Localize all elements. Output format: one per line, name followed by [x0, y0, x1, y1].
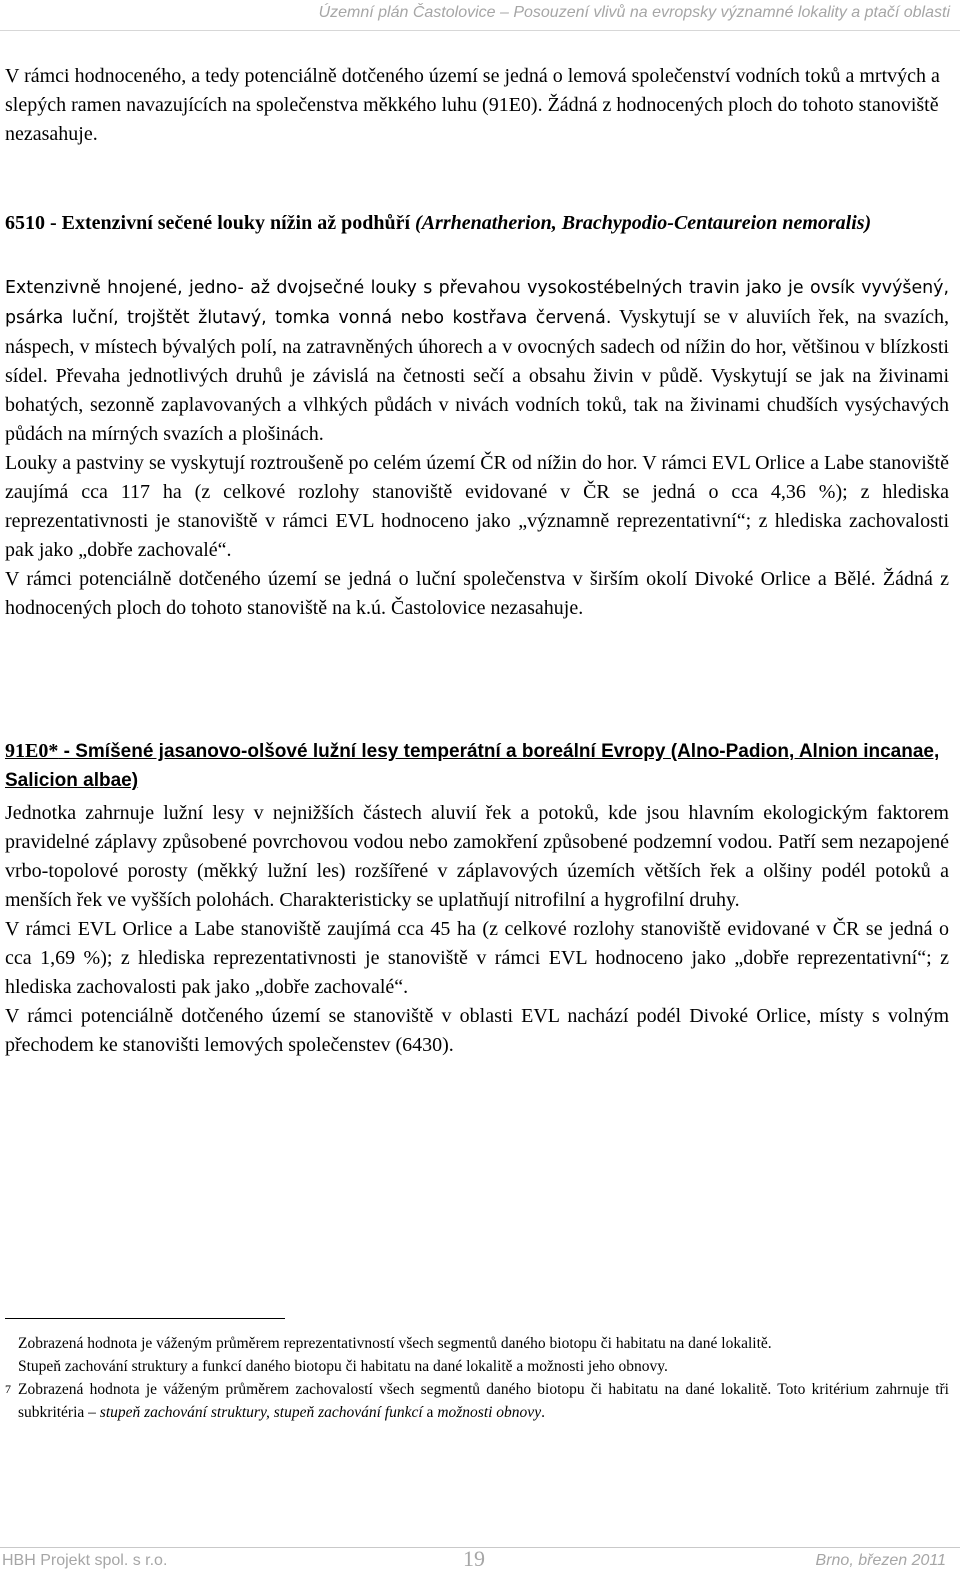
- footnote-7-italic-2: možnosti obnovy: [437, 1404, 542, 1421]
- section-6510-occurrence: Vyskytují se v aluviích řek, na svazích, náspech, v místech bývalých polí, na zatravněných úhorech a v ovocných sadech od nížin do hor, většinou v blízkosti sídel. Převaha jednotlivých druhů je závislá na četnosti sečí a obsahu živin v půdě. Vyskytují se jak na živinami bohatých, sezonně zaplavovaných a vlhkých půdách v nivách vodních toků, tak na živinami chudších vysýchavých půdách na mírných svazích a plošinách.: [5, 306, 949, 445]
- intro-text: V rámci hodnoceného, a tedy potenciálně dotčeného území se jedná o lemová společenství vodních toků a mrtvých a slepých ramen navazujících na společenstva měkkého luhu (91E0). Žádná z hodnocených ploch do tohoto stanoviště nezasahuje.: [5, 65, 940, 145]
- section-6510-paragraph-3: V rámci potenciálně dotčeného území se jedná o luční společenstva v širším okolí Divoké Orlice a Bělé. Žádná z hodnocených ploch do tohoto stanoviště na k.ú. Častolovice nezasahuje.: [5, 568, 949, 619]
- footnote-divider: [5, 1318, 285, 1319]
- footer-company: HBH Projekt spol. s r.o.: [2, 1552, 168, 1569]
- section-91e0-body: [5, 799, 949, 1060]
- header-divider: [0, 30, 960, 31]
- footnote-7-end: .: [541, 1404, 545, 1421]
- page-header: Územní plán Častolovice – Posouzení vlivů na evropsky významné lokality a ptačí oblasti: [318, 4, 950, 21]
- page-number: 19: [463, 1546, 485, 1571]
- section-6510-body: [5, 273, 949, 623]
- footnote-7-italic: stupeň zachování struktury, stupeň zachování funkcí: [99, 1404, 423, 1421]
- section-91e0-paragraph-1: Jednotka zahrnuje lužní lesy v nejnižších částech aluvií řek a potoků, kde jsou hlavním ekologickým faktorem pravidelné záplavy způsobené povrchovou vodou nebo zamokření způsobené podzemní vodou. Patří sem nezapojené vrbo-topolové porosty (měkký lužní les) rozšířené v záplavových územích větších řek a olšiny podél potoků a menších řek ve vyšších polohách. Charakteristicky se uplatňují nitrofilní a hygrofilní druhy.: [5, 802, 949, 911]
- section-6510-paragraph-2: Louky a pastviny se vyskytují roztroušeně po celém území ČR od nížin do hor. V rámci EVL Orlice a Labe stanoviště zaujímá cca 117 ha (z celkové rozlohy stanoviště evidované v ČR se jedná o cca 4,36 %); z hlediska reprezentativnosti je stanoviště v rámci EVL hodnoceno jako „významně reprezentativní“; z hlediska zachovalosti pak jako „dobře zachovalé“.: [5, 452, 949, 561]
- footnote-7-number: 7: [5, 1382, 11, 1396]
- footnote-7-and: a: [422, 1404, 438, 1421]
- footnote-7-text: Zobrazená hodnota je váženým průměrem zachovalostí všech segmentů daného biotopu či habitatu na dané lokalitě. Toto kritérium zahrnuje tři subkritéria –: [18, 1381, 949, 1421]
- footer-date: Brno, březen 2011: [815, 1552, 946, 1569]
- section-6510-paragraph-1: [5, 273, 949, 449]
- intro-paragraph: [5, 62, 949, 149]
- footnotes: [18, 1332, 949, 1424]
- section-6510-title-text: 6510 - Extenzivní sečené louky nížin až podhůří: [5, 212, 416, 234]
- section-6510-title: [5, 209, 949, 238]
- section-91e0-code: 91E0*: [5, 740, 59, 762]
- section-91e0-paragraph-3: V rámci potenciálně dotčeného území se stanoviště v oblasti EVL nachází podél Divoké Orlice, místy s volným přechodem ke stanovišti lemových společenstev (6430).: [5, 1005, 949, 1056]
- section-91e0-title-text: - Smíšené jasanovo-olšové lužní lesy temperátní a boreální Evropy (Alno-Padion, Alnion incanae, Salicion albae): [5, 741, 940, 791]
- footnote-7-line-1: Stupeň zachování struktury a funkcí daného biotopu či habitatu na dané lokalitě a možnosti jeho obnovy.: [18, 1358, 668, 1375]
- footnote-7-line-2: [18, 1378, 949, 1424]
- section-91e0-title: [5, 737, 949, 795]
- footnote-6-continuation: Zobrazená hodnota je váženým průměrem reprezentativností všech segmentů daného biotopu či habitatu na dané lokalitě.: [18, 1335, 772, 1352]
- section-91e0-paragraph-2: V rámci EVL Orlice a Labe stanoviště zaujímá cca 45 ha (z celkové rozlohy stanoviště evidované v ČR se jedná o cca 1,69 %); z hlediska reprezentativnosti je stanoviště v rámci EVL hodnoceno jako „dobře reprezentativní“; z hlediska zachovalosti pak jako „dobře zachovalé“.: [5, 918, 949, 998]
- section-6510-title-latin: (Arrhenatherion, Brachypodio-Centaureion nemoralis): [415, 212, 872, 234]
- section-6510-description: Extenzivně hnojené, jedno- až dvojsečné louky s převahou vysokostébelných travin jako je ovsík vyvýšený, psárka luční, trojštět žlutavý, tomka vonná nebo kostřava červená.: [5, 278, 949, 328]
